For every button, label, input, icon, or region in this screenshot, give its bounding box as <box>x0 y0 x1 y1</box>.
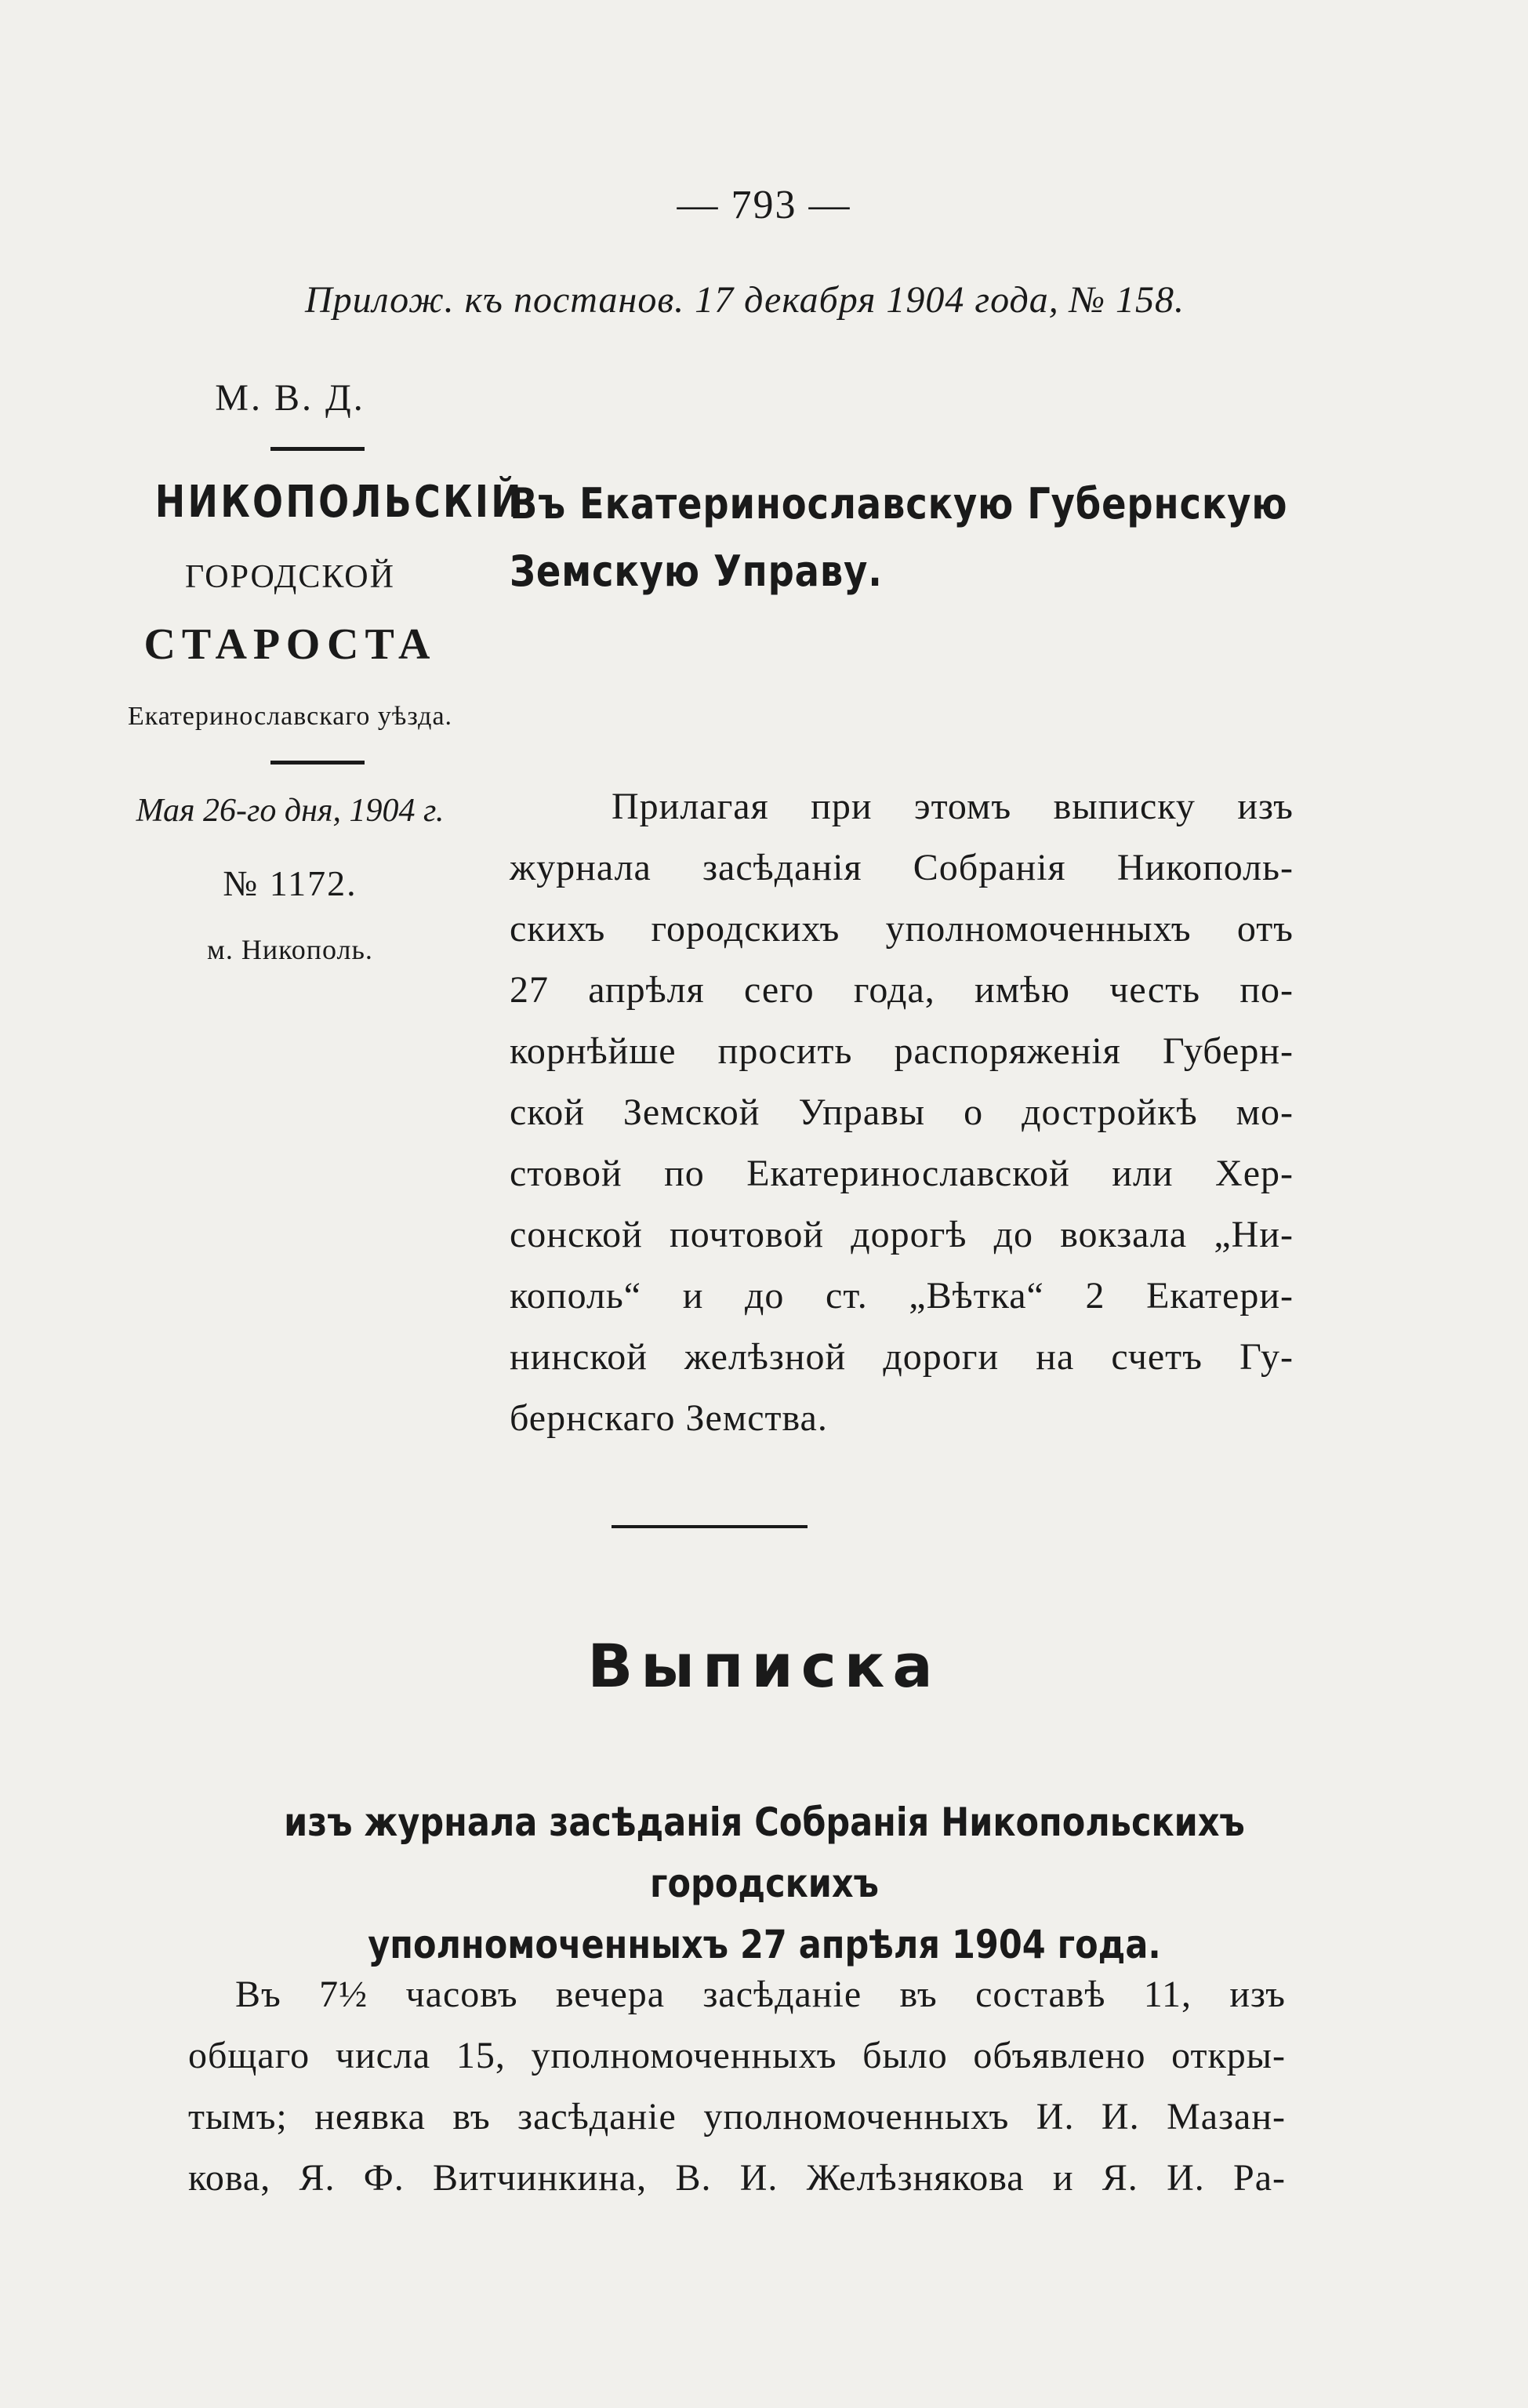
text-line: кова, Я. Ф. Витчинкина, В. И. Желѣзнякова и Я. И. Ра- <box>188 2157 1286 2199</box>
divider <box>270 447 365 451</box>
text-line: журнала засѣданія Собранія Никополь- <box>510 847 1294 888</box>
sender-title-line3: СТАРОСТА <box>143 620 437 669</box>
text-line: ской Земской Управы о достройкѣ мо- <box>510 1091 1294 1133</box>
letter-body <box>510 776 1294 1449</box>
text-line: Прилагая при этомъ выписку изъ <box>612 786 1294 827</box>
letter-place: м. Никополь. <box>207 934 373 965</box>
sender-title: НИКОПОЛЬСКІЙ <box>154 477 524 528</box>
sender-title-line2: ГОРОДСКОЙ <box>185 559 395 595</box>
text-line: кополь“ и до ст. „Вѣтка“ 2 Екатери- <box>510 1275 1294 1317</box>
text-line: общаго числа 15, уполномоченныхъ было объявлено откры- <box>188 2035 1286 2076</box>
divider <box>270 761 365 765</box>
ministry-label: М. В. Д. <box>215 377 365 419</box>
text-line: 27 апрѣля сего года, имѣю честь по- <box>510 969 1294 1011</box>
addressee <box>510 470 1298 605</box>
section-subtitle <box>276 1792 1254 1975</box>
extract-body <box>188 1964 1286 2209</box>
text-line: тымъ; неявка въ засѣданіе уполномоченныхъ И. И. Мазан- <box>188 2096 1286 2137</box>
sender-district: Екатеринославскаго уѣзда. <box>127 702 453 731</box>
text-line: стовой по Екатеринославской или Хер- <box>510 1153 1294 1194</box>
letter-date: Мая 26-го дня, 1904 г. <box>136 793 445 829</box>
addressee-line: Въ Екатеринославскую Губернскую <box>510 479 1288 528</box>
section-title: Выписка <box>587 1631 941 1701</box>
appendix-reference: Прилож. къ постанов. 17 декабря 1904 года, № 158. <box>304 279 1185 321</box>
letter-number: № 1172. <box>223 863 358 903</box>
text-line: корнѣйше просить распоряженія Губерн- <box>510 1030 1294 1072</box>
addressee-line: Земскую Управу. <box>510 547 883 596</box>
text-line: Въ 7½ часовъ вечера засѣданіе въ составѣ 11, изъ <box>235 1974 1286 2015</box>
text-line: нинской желѣзной дороги на счетъ Гу- <box>510 1336 1294 1378</box>
text-line: бернскаго Земства. <box>510 1397 828 1439</box>
text-line: скихъ городскихъ уполномоченныхъ отъ <box>510 908 1294 950</box>
subtitle-line: изъ журнала засѣданія Собранія Никопольскихъ городскихъ <box>284 1800 1245 1906</box>
text-line: сонской почтовой дорогѣ до вокзала „Ни- <box>510 1214 1294 1255</box>
section-divider <box>612 1525 808 1528</box>
page-number: — 793 — <box>677 183 851 227</box>
subtitle-line: уполномоченныхъ 27 апрѣля 1904 года. <box>368 1922 1161 1967</box>
